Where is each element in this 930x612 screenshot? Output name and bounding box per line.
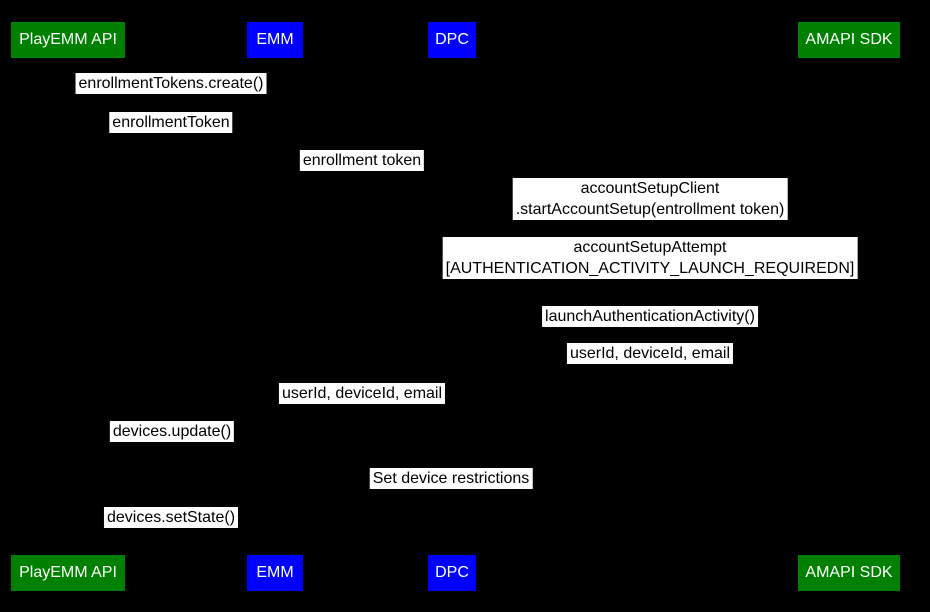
message-line: enrollmentTokens.create() <box>78 75 264 92</box>
participant-label: AMAPI SDK <box>805 564 893 581</box>
message-line: devices.setState() <box>106 509 236 526</box>
participant-box-playemm-api-bottom <box>11 555 125 591</box>
message-label <box>370 468 533 489</box>
message-label <box>300 150 424 171</box>
message-label <box>567 343 733 364</box>
message-line: userId, deviceId, email <box>569 345 731 362</box>
participant-label: DPC <box>435 564 469 581</box>
message-line: Set device restrictions <box>372 470 530 487</box>
message-line: [AUTHENTICATION_ACTIVITY_LAUNCH_REQUIREDN] <box>445 260 855 277</box>
participant-label: EMM <box>256 564 294 581</box>
message-line: enrollmentToken <box>112 114 230 131</box>
message-label <box>443 237 858 279</box>
participant-box-amapi-sdk-top <box>798 22 900 58</box>
participant-box-playemm-api-top <box>11 22 125 58</box>
message-label <box>513 178 788 220</box>
message-label <box>542 306 758 327</box>
message-label <box>76 73 267 94</box>
message-line: .startAccountSetup(entrollment token) <box>515 201 785 218</box>
message-line: devices.update() <box>112 423 232 440</box>
participant-label: AMAPI SDK <box>805 31 893 48</box>
message-label <box>279 383 445 404</box>
participant-box-dpc-top <box>428 22 476 58</box>
message-line: accountSetupClient <box>580 180 720 197</box>
message-line: accountSetupAttempt <box>573 239 727 256</box>
participant-label: PlayEMM API <box>19 564 117 581</box>
participant-label: DPC <box>435 31 469 48</box>
participant-label: PlayEMM API <box>19 31 117 48</box>
message-line: userId, deviceId, email <box>281 385 443 402</box>
participant-box-dpc-bottom <box>428 555 476 591</box>
participant-box-amapi-sdk-bottom <box>798 555 900 591</box>
message-line: enrollment token <box>302 152 422 169</box>
message-label <box>110 421 234 442</box>
message-line: launchAuthenticationActivity() <box>545 308 755 325</box>
participant-label: EMM <box>256 31 294 48</box>
participant-box-emm-top <box>247 22 303 58</box>
message-label <box>104 507 238 528</box>
participant-box-emm-bottom <box>247 555 303 591</box>
message-label <box>109 112 232 133</box>
